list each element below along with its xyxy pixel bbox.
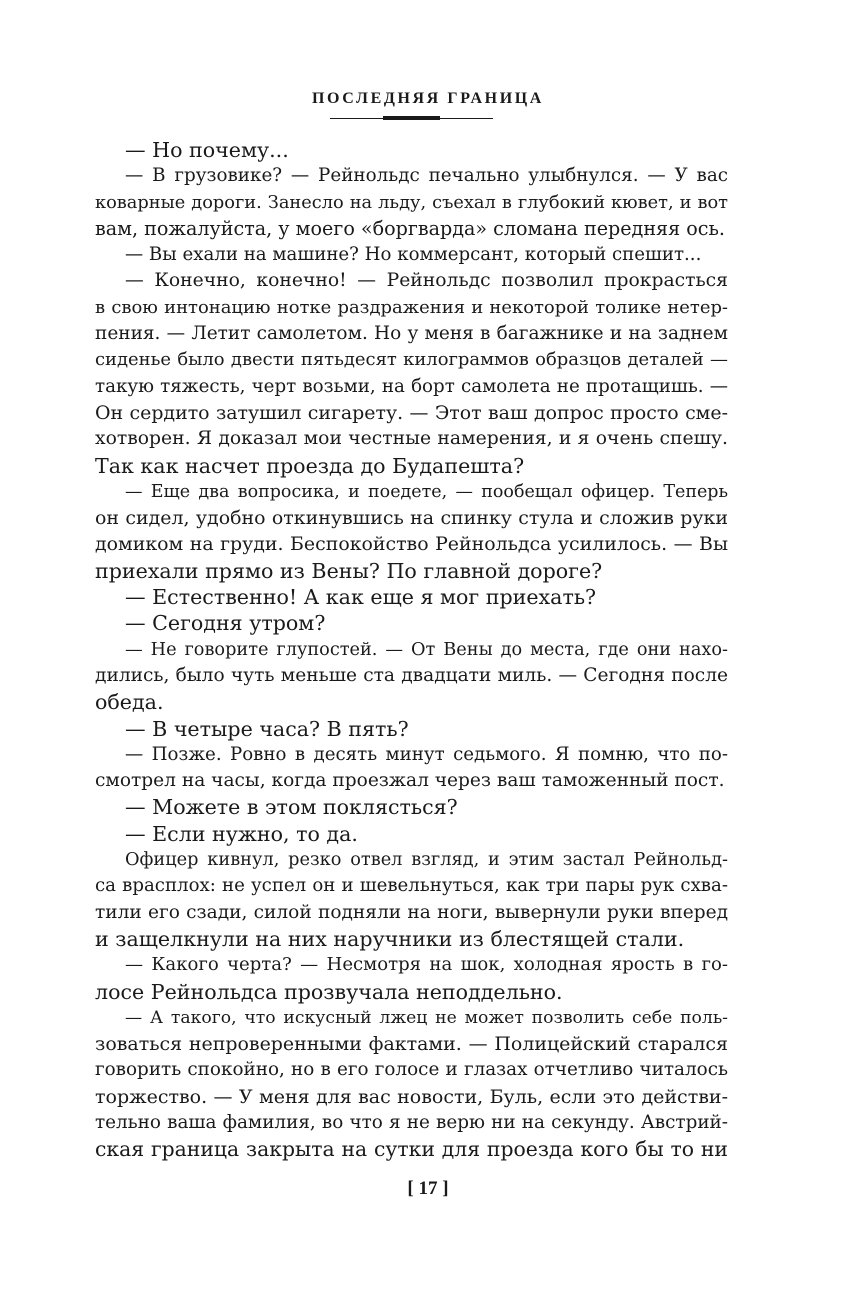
- text-line: — Еще два вопросика, и поедете, — пообещал офицер. Теперь: [125, 481, 728, 502]
- text-line: коварные дороги. Занесло на льду, съехал в глубокий кювет, и вот: [95, 192, 728, 213]
- page-number: [ 17 ]: [407, 1178, 449, 1199]
- text-line: ская граница закрыта на сутки для проезда кого бы то ни: [95, 1137, 728, 1162]
- text-line: — В четыре часа? В пять?: [125, 716, 409, 741]
- text-line: — Не говорите глупостей. — От Вены до места, где они нахо-: [125, 639, 728, 660]
- text-line: дились, было чуть меньше ста двадцати миль. — Сегодня после: [95, 664, 728, 686]
- header-rule-bar: [383, 116, 440, 120]
- text-line: приехали прямо из Вены? По главной дороге?: [95, 558, 603, 583]
- text-line: в свою интонацию нотке раздражения и некоторой толике нетер-: [95, 296, 728, 318]
- text-line: и защелкнули на них наручники из блестящей стали.: [95, 926, 685, 951]
- text-line: такую тяжесть, черт возьми, на борт самолета не протащишь. —: [95, 375, 728, 397]
- text-line: обеда.: [95, 690, 164, 715]
- text-line: зоваться непроверенными фактами. — Полицейский старался: [95, 1033, 728, 1056]
- text-line: сиденье было двести пятьдесят килограммов образцов деталей —: [95, 349, 728, 371]
- text-line: са врасплох: не успел он и шевельнуться, как три пары рук схва-: [95, 875, 728, 897]
- text-line: — Но почему...: [125, 138, 289, 162]
- text-line: — Какого черта? — Несмотря на шок, холодная ярость в го-: [125, 954, 728, 976]
- text-line: — Позже. Ровно в десять минут седьмого. Я помню, что по-: [125, 743, 728, 765]
- text-line: — Вы ехали на машине? Но коммерсант, который спешит...: [125, 244, 702, 266]
- text-line: — Естественно! А как еще я мог приехать?: [125, 585, 597, 610]
- text-line: смотрел на часы, когда проезжал через ваш таможенный пост.: [95, 770, 725, 792]
- text-line: Так как насчет проезда до Будапешта?: [95, 453, 525, 478]
- text-line: — Если нужно, то да.: [125, 821, 358, 846]
- text-line: Он сердито затушил сигарету. — Этот ваш допрос просто сме-: [95, 401, 728, 424]
- text-line: торжество. — У меня для вас новости, Буль, если это действи-: [95, 1085, 728, 1108]
- text-line: говорить спокойно, но в его голосе и глазах отчетливо читалось: [95, 1059, 728, 1081]
- text-line: — Можете в этом поклясться?: [125, 795, 458, 820]
- text-line: лосе Рейнольдса прозвучала неподдельно.: [95, 979, 563, 1004]
- text-line: вам, пожалуйста, у моего «боргварда» сломана передняя ось.: [95, 216, 725, 240]
- text-line: — В грузовике? — Рейнольдс печально улыбнулся. — У вас: [125, 165, 728, 187]
- text-line: — А такого, что искусный лжец не может позволить себе поль-: [125, 1007, 728, 1028]
- text-line: домиком на груди. Беспокойство Рейнольдса усилилось. — Вы: [95, 533, 728, 556]
- text-line: Офицер кивнул, резко отвел взгляд, и этим застал Рейнольд-: [125, 850, 728, 871]
- text-line: тили его сзади, силой подняли на ноги, вывернули руки вперед: [95, 901, 728, 923]
- header-rule-ornament: [330, 116, 493, 122]
- text-line: он сидел, удобно откинувшись на спинку стула и сложив руки: [95, 507, 728, 530]
- body-text: [95, 137, 728, 1163]
- text-line: хотворен. Я доказал мои честные намерения, и я очень спешу.: [95, 428, 728, 450]
- text-line: пения. — Летит самолетом. Но у меня в багажнике и на заднем: [95, 323, 728, 345]
- text-line: — Конечно, конечно! — Рейнольдс позволил прокрасться: [125, 270, 728, 292]
- text-line: — Сегодня утром?: [125, 611, 326, 636]
- text-line: тельно ваша фамилия, во что я не верю ни на секунду. Австрий-: [95, 1111, 728, 1133]
- running-title: ПОСЛЕДНЯЯ ГРАНИЦА: [312, 90, 544, 107]
